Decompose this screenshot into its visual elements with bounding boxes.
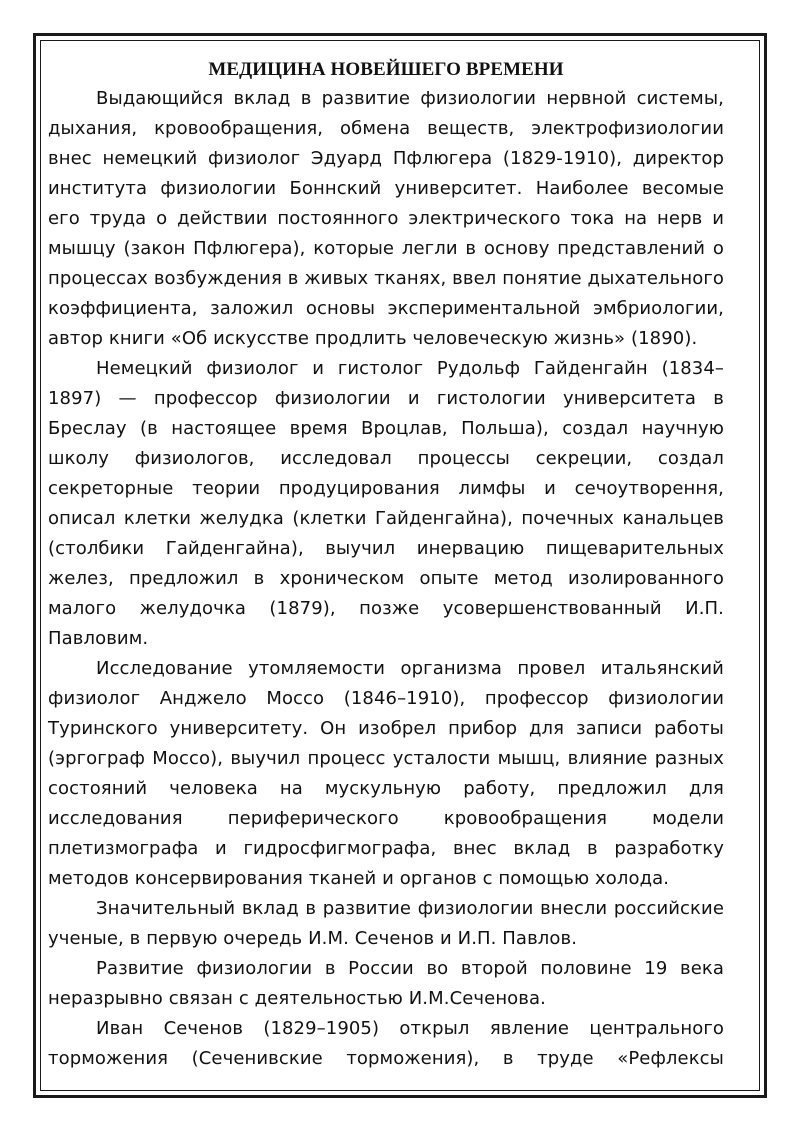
- paragraph-heidenhain: Немецкий физиолог и гистолог Рудольф Гайденгайн (1834–1897) — профессор физиологии и гистологии университета в Бреслау (в настоящее время Вроцлав, Польша), создал научную школу физиологов, исследовал процессы секреции, создал секреторные теории продуцирования лимфы и сечоутворення, описал клетки желудка (клетки Гайденгайна), почечных канальцев (столбики Гайденгайна), выучил инервацию пищеварительных желез, предложил в хроническом опыте метод изолированного малого желудочка (1879), позже усовершенствованный И.П. Павловим.: [48, 358, 724, 649]
- paragraph-pfluger: Выдающийся вклад в развитие физиологии нервной системы, дыхания, кровообращения, обмена веществ, электрофизиологии внес немецкий физиолог Эдуард Пфлюгера (1829-1910), директор института физиологии Боннский университет. Наиболее весомые его труда о действии постоянного электрического тока на нерв и мышцу (закон Пфлюгера), которые легли в основу представлений о процессах возбуждения в живых тканях, ввел понятие дыхательного коэффициента, заложил основы экспериментальной эмбриологии, автор книги «Об искусстве продлить человеческую жизнь» (1890).: [48, 88, 724, 349]
- document-title: МЕДИЦИНА НОВЕЙШЕГО ВРЕМЕНИ: [208, 59, 564, 80]
- paragraph-sechenov: Иван Сеченов (1829–1905) открыл явление центрального торможения (Сеченивские торможения), в труде «Рефлексы: [48, 1018, 724, 1069]
- paragraph-russian-scientists: Значительный вклад в развитие физиологии внесли российские ученые, в первую очередь И.М. Сеченов и И.П. Павлов.: [48, 898, 724, 949]
- paragraph-mosso: Исследование утомляемости организма провел итальянский физиолог Анджело Моссо (1846–1910), профессор физиологии Туринского университету. Он изобрел прибор для записи работы (эргограф Моссо), выучил процесс усталости мышц, влияние разных состояний человека на мускульную работу, предложил для исследования периферического кровообращения модели плетизмографа и гидросфигмографа, внес вклад в разработку методов консервирования тканей и органов с помощью холода.: [48, 658, 724, 889]
- document-body: [48, 58, 724, 1074]
- paragraph-sechenov-era: Развитие физиологии в России во второй половине 19 века неразрывно связан с деятельностью И.М.Сеченова.: [48, 958, 724, 1009]
